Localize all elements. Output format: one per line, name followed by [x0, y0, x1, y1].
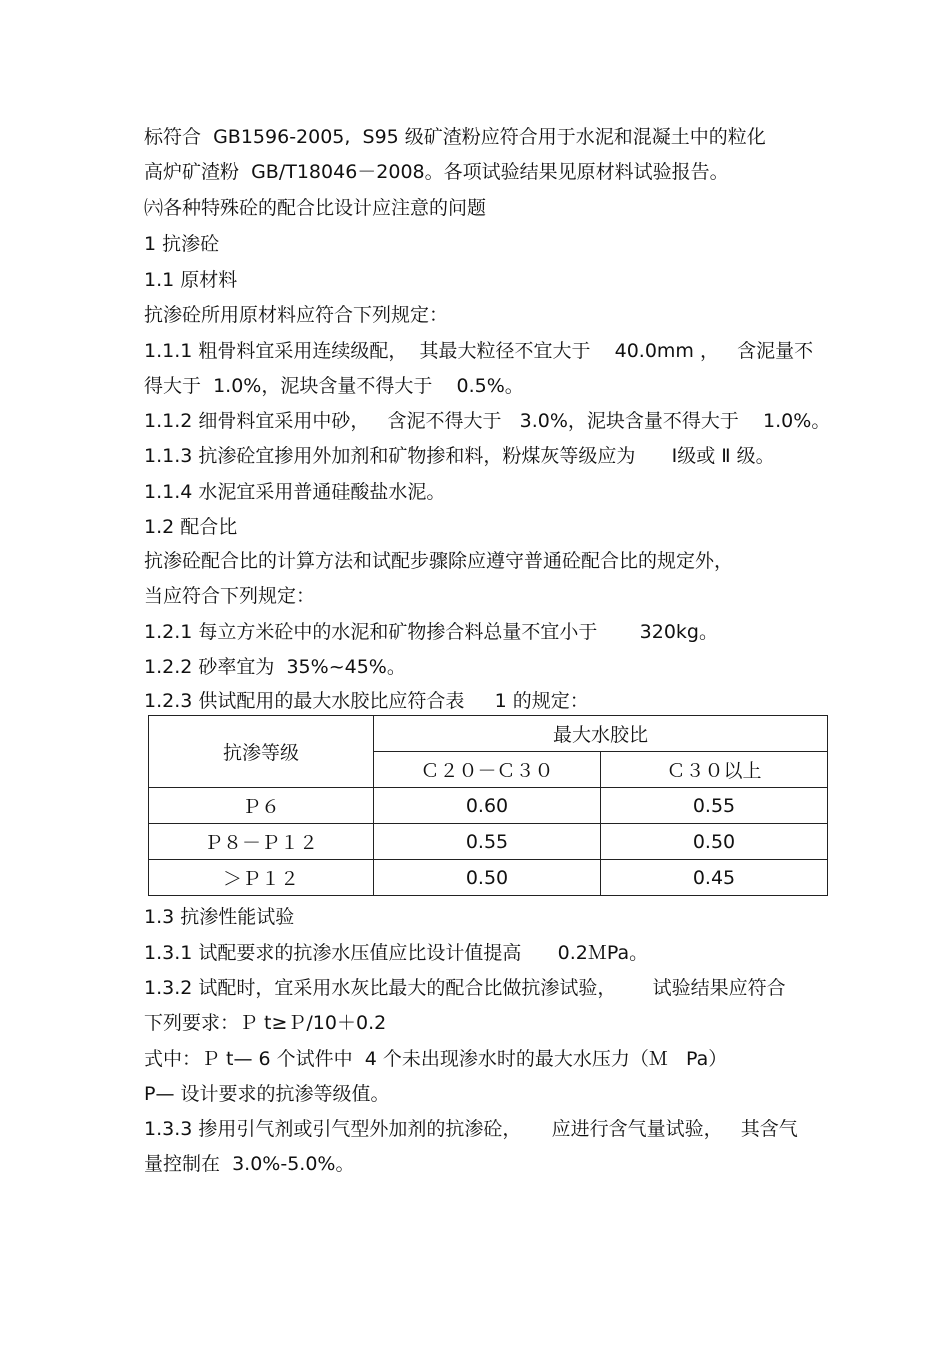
table-row: [149, 788, 828, 824]
paragraph-line: 式中：Ｐ t— 6 个试件中 4 个未出现渗水时的最大水压力（Ｍ Pa）: [144, 1048, 728, 1070]
paragraph-line: 量控制在 3.0%-5.0%。: [144, 1153, 355, 1175]
paragraph-line: 下列要求：Ｐ t≥Ｐ/10＋0.2: [144, 1012, 387, 1034]
value-cell: 0.50: [374, 860, 601, 896]
value-cell: 0.45: [601, 860, 828, 896]
paragraph-line: 1.1.1 粗骨料宜采用连续级配， 其最大粒径不宜大于 40.0mm ， 含泥量不: [144, 340, 814, 362]
value-cell: 0.55: [374, 824, 601, 860]
paragraph-line: 得大于 1.0%，泥块含量不得大于 0.5%。: [144, 375, 524, 397]
subheader-above-c30: Ｃ３０以上: [601, 752, 828, 788]
paragraph-line: 1.1.2 细骨料宜采用中砂， 含泥不得大于 3.0%，泥块含量不得大于 1.0%。: [144, 410, 831, 432]
value-cell: 0.50: [601, 824, 828, 860]
value-cell: 0.60: [374, 788, 601, 824]
table-header-row: [149, 716, 828, 752]
grade-cell: ＞Ｐ１２: [149, 860, 374, 896]
paragraph-line: 1.1.3 抗渗砼宜掺用外加剂和矿物掺和料，粉煤灰等级应为 Ⅰ级或 Ⅱ 级。: [144, 445, 775, 467]
value-cell: 0.55: [601, 788, 828, 824]
paragraph-line: 抗渗砼所用原材料应符合下列规定：: [144, 304, 449, 326]
paragraph-line: 1.1.4 水泥宜采用普通硅酸盐水泥。: [144, 481, 446, 503]
paragraph-line: 抗渗砼配合比的计算方法和试配步骤除应遵守普通砼配合比的规定外，: [144, 550, 734, 572]
header-max-ratio-cell: 最大水胶比: [374, 716, 828, 752]
max-water-binder-ratio-table: [148, 715, 828, 896]
section-heading: 1.2 配合比: [144, 516, 238, 538]
section-heading: 1.3 抗渗性能试验: [144, 906, 295, 928]
paragraph-line: 1.3.3 掺用引气剂或引气型外加剂的抗渗砼， 应进行含气量试验， 其含气: [144, 1118, 798, 1140]
paragraph-line: 1.2.2 砂率宜为 35%~45%。: [144, 656, 406, 678]
paragraph-line: 标符合 GB1596-2005, S95 级矿渣粉应符合用于水泥和混凝土中的粒化: [144, 126, 766, 148]
paragraph-line: 当应符合下列规定：: [144, 585, 316, 607]
paragraph-line: 1.2.3 供试配用的最大水胶比应符合表 1 的规定：: [144, 690, 589, 712]
table-row: [149, 824, 828, 860]
paragraph-line: 1.3.2 试配时，宜采用水灰比最大的配合比做抗渗试验， 试验结果应符合: [144, 977, 786, 999]
subheader-c20-c30: Ｃ２０－Ｃ３０: [374, 752, 601, 788]
header-grade-cell: 抗渗等级: [149, 716, 374, 788]
grade-cell: Ｐ８－Ｐ１２: [149, 824, 374, 860]
paragraph-line: 1.2.1 每立方米砼中的水泥和矿物掺合料总量不宜小于 320kg。: [144, 621, 718, 643]
section-heading: ㈥各种特殊砼的配合比设计应注意的问题: [144, 197, 487, 219]
grade-cell: Ｐ６: [149, 788, 374, 824]
paragraph-line: 高炉矿渣粉 GB/T18046－2008。各项试验结果见原材料试验报告。: [144, 161, 729, 183]
paragraph-line: P— 设计要求的抗渗等级值。: [144, 1083, 390, 1105]
table-row: [149, 860, 828, 896]
section-heading: 1.1 原材料: [144, 269, 238, 291]
paragraph-line: 1.3.1 试配要求的抗渗水压值应比设计值提高 0.2ＭPa。: [144, 942, 649, 964]
section-heading: 1 抗渗砼: [144, 233, 220, 255]
